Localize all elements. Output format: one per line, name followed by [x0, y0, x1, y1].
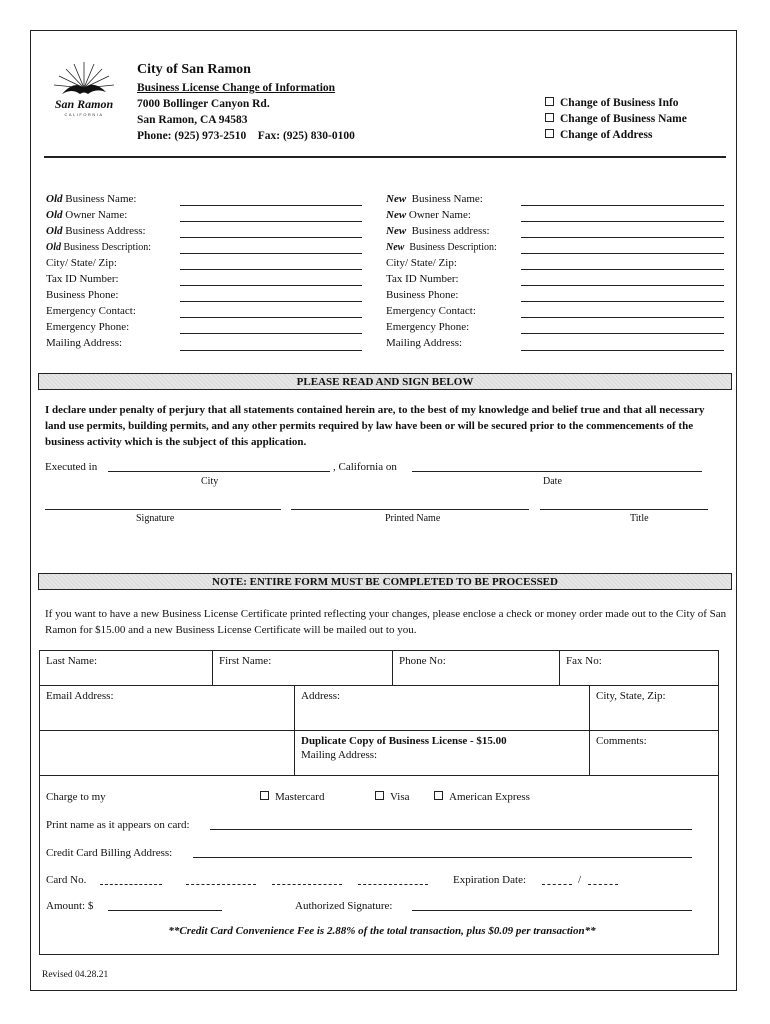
duplicate-copy-cell[interactable] [294, 730, 590, 776]
comments-label: Comments: [596, 735, 647, 747]
header-divider [44, 156, 726, 158]
fax-no-label: Fax No: [566, 655, 602, 667]
comments-cell[interactable] [589, 730, 719, 776]
california-on-label: , California on [333, 461, 397, 473]
change-business-info-option[interactable]: Change of Business Info [545, 95, 679, 111]
new-city-state-zip-line[interactable] [521, 269, 724, 270]
checkbox-icon[interactable] [375, 791, 384, 800]
new-business-name-label: New Business Name: [386, 193, 483, 205]
executed-in-label: Executed in [45, 461, 98, 473]
checkbox-icon[interactable] [260, 791, 269, 800]
old-emergency-phone-label: Emergency Phone: [46, 321, 130, 333]
expiration-year-line[interactable] [588, 884, 618, 885]
email-label: Email Address: [46, 690, 114, 702]
title-caption: Title [630, 513, 649, 524]
form-title: Business License Change of Information [137, 82, 336, 94]
org-phone-fax: Phone: (925) 973-2510 Fax: (925) 830-0100 [137, 130, 355, 142]
mailing-address-label: Mailing Address: [301, 749, 378, 761]
amount-label: Amount: $ [46, 900, 94, 912]
mastercard-option[interactable]: Mastercard [260, 790, 324, 804]
old-business-name-label: Old Business Name: [46, 193, 137, 205]
old-city-state-zip-line[interactable] [180, 269, 362, 270]
fax-no-cell[interactable] [559, 650, 719, 686]
new-mailing-address-line[interactable] [521, 350, 724, 351]
phone-no-label: Phone No: [399, 655, 446, 667]
amount-line[interactable] [108, 910, 222, 911]
old-emergency-contact-label: Emergency Contact: [46, 305, 136, 317]
new-mailing-address-label: Mailing Address: [386, 337, 463, 349]
last-name-label: Last Name: [46, 655, 98, 667]
new-business-address-label: New Business address: [386, 225, 490, 237]
checkbox-icon[interactable] [545, 97, 554, 106]
old-business-phone-label: Business Phone: [46, 289, 119, 301]
new-emergency-contact-line[interactable] [521, 317, 724, 318]
blank-cell [39, 730, 295, 776]
old-owner-name-label: Old Owner Name: [46, 209, 128, 221]
expiration-slash: / [578, 874, 582, 886]
card-number-group-3[interactable] [272, 884, 342, 885]
first-name-label: First Name: [219, 655, 272, 667]
org-name: City of San Ramon [137, 62, 251, 77]
executed-date-line[interactable] [412, 471, 702, 472]
old-business-name-line[interactable] [180, 205, 362, 206]
new-owner-name-label: New Owner Name: [386, 209, 471, 221]
new-city-state-zip-label: City/ State/ Zip: [386, 257, 457, 269]
new-business-description-label: New Business Description: [386, 242, 497, 253]
old-tax-id-label: Tax ID Number: [46, 273, 119, 285]
new-business-phone-label: Business Phone: [386, 289, 459, 301]
signature-line[interactable] [45, 509, 281, 510]
card-no-label: Card No. [46, 874, 87, 886]
billing-address-line[interactable] [193, 857, 692, 858]
first-name-cell[interactable] [212, 650, 393, 686]
old-city-state-zip-label: City/ State/ Zip: [46, 257, 117, 269]
last-name-cell[interactable] [39, 650, 213, 686]
old-emergency-phone-line[interactable] [180, 333, 362, 334]
logo-text: San Ramon [54, 97, 114, 111]
print-name-label: Print name as it appears on card: [46, 819, 190, 831]
email-cell[interactable] [39, 685, 295, 731]
title-line[interactable] [540, 509, 708, 510]
new-business-name-line[interactable] [521, 205, 724, 206]
new-tax-id-label: Tax ID Number: [386, 273, 459, 285]
duplicate-copy-label: Duplicate Copy of Business License - $15.00 [301, 735, 507, 747]
phone-no-cell[interactable] [392, 650, 560, 686]
checkbox-icon[interactable] [545, 129, 554, 138]
change-business-name-option[interactable]: Change of Business Name [545, 111, 687, 127]
address-cell[interactable] [294, 685, 590, 731]
new-emergency-phone-line[interactable] [521, 333, 724, 334]
org-city-state: San Ramon, CA 94583 [137, 114, 248, 126]
expiration-month-line[interactable] [542, 884, 572, 885]
new-business-phone-line[interactable] [521, 301, 724, 302]
card-number-group-4[interactable] [358, 884, 428, 885]
charge-to-my-label: Charge to my [46, 791, 106, 803]
old-business-address-label: Old Business Address: [46, 225, 146, 237]
printed-name-caption: Printed Name [385, 513, 441, 524]
declaration-text: I declare under penalty of perjury that all statements contained herein are, to the best of my knowledge and belief true and that all necessary land use permits, building permits, and any other permits required by law have been or will be secured prior to the commencements of the business activity which is the subject of this application. [45, 404, 705, 448]
sign-banner: PLEASE READ AND SIGN BELOW [38, 373, 732, 390]
old-emergency-contact-line[interactable] [180, 317, 362, 318]
revised-date: Revised 04.28.21 [42, 970, 109, 980]
note-text: If you want to have a new Business License Certificate printed reflecting your changes, please enclose a check or money order made out to the City of San Ramon for $15.00 and a new Business License Certificate will be mailed out to you. [45, 608, 727, 636]
printed-name-line[interactable] [291, 509, 529, 510]
old-owner-name-line[interactable] [180, 221, 362, 222]
new-tax-id-line[interactable] [521, 285, 724, 286]
date-caption: Date [543, 476, 562, 487]
card-number-group-2[interactable] [186, 884, 256, 885]
new-owner-name-line[interactable] [521, 221, 724, 222]
checkbox-icon[interactable] [545, 113, 554, 122]
old-business-description-label: Old Business Description: [46, 242, 151, 253]
new-business-description-line[interactable] [521, 253, 724, 254]
executed-city-line[interactable] [108, 471, 330, 472]
logo-subtext: CALIFORNIA [64, 112, 104, 117]
card-number-group-1[interactable] [100, 884, 162, 885]
checkbox-icon[interactable] [434, 791, 443, 800]
fee-note: **Credit Card Convenience Fee is 2.88% of the total transaction, plus $0.09 per transaction** [168, 925, 596, 937]
city-caption: City [201, 476, 219, 487]
city-state-zip-label: City, State, Zip: [596, 690, 666, 702]
old-business-address-line[interactable] [180, 237, 362, 238]
print-name-line[interactable] [210, 829, 692, 830]
change-address-option[interactable]: Change of Address [545, 127, 652, 143]
note-banner: NOTE: ENTIRE FORM MUST BE COMPLETED TO BE PROCESSED [38, 573, 732, 590]
american-express-option[interactable]: American Express [434, 790, 530, 804]
new-emergency-phone-label: Emergency Phone: [386, 321, 470, 333]
billing-address-label: Credit Card Billing Address: [46, 847, 173, 859]
old-business-phone-line[interactable] [180, 301, 362, 302]
old-mailing-address-line[interactable] [180, 350, 362, 351]
org-address: 7000 Bollinger Canyon Rd. [137, 98, 270, 110]
authorized-signature-label: Authorized Signature: [295, 900, 393, 912]
expiration-label: Expiration Date: [453, 874, 527, 886]
visa-option[interactable]: Visa [375, 790, 410, 804]
city-logo [44, 58, 124, 120]
new-business-address-line[interactable] [521, 237, 724, 238]
signature-caption: Signature [136, 513, 175, 524]
new-emergency-contact-label: Emergency Contact: [386, 305, 476, 317]
old-business-description-line[interactable] [180, 253, 362, 254]
old-tax-id-line[interactable] [180, 285, 362, 286]
address-label: Address: [301, 690, 341, 702]
city-state-zip-cell[interactable] [589, 685, 719, 731]
old-mailing-address-label: Mailing Address: [46, 337, 123, 349]
authorized-signature-line[interactable] [412, 910, 692, 911]
